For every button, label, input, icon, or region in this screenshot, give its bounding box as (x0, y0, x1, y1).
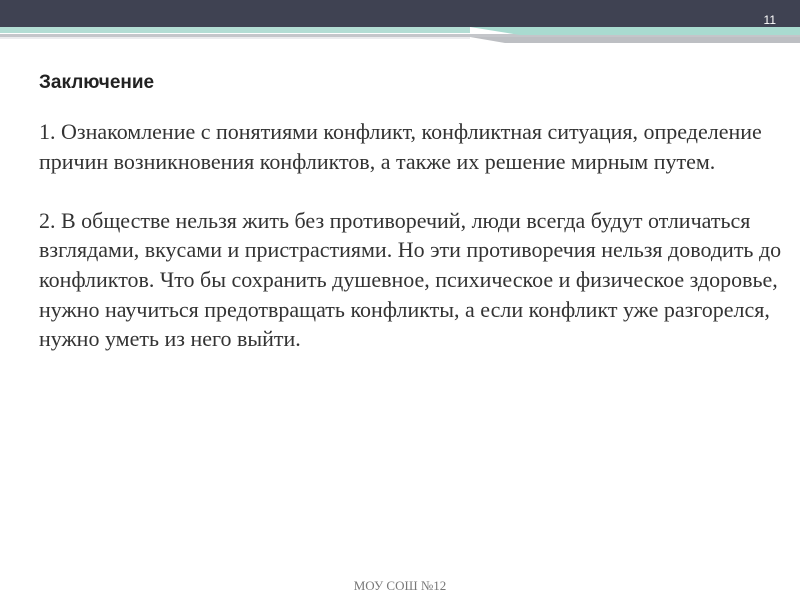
slide-number: 11 (763, 13, 776, 27)
paragraph-2: 2. В обществе нельзя жить без противоречий, люди всегда будут отличаться взглядами, вкусами и пристрастиями. Но эти противоречия нельзя доводить до конфликтов. Что бы сохранить душевное, психическое и физическое здоровье, нужно научиться предотвращать конфликты, а если конфликт уже разгорелся, нужно уметь из него выйти. (39, 207, 782, 352)
teal-wedge (470, 27, 800, 35)
header-bar (0, 0, 800, 27)
paragraph-1: 1. Ознакомление с понятиями конфликт, конфликтная ситуация, определение причин возникновения конфликтов, а также их решение мирным путем. (39, 119, 762, 174)
teal-stripe (0, 27, 470, 33)
gray-wedge (470, 37, 800, 43)
slide-title: Заключение (39, 72, 155, 93)
header-stripes (0, 27, 800, 67)
footer-text: МОУ СОШ №12 (353, 578, 447, 593)
slide-content (39, 117, 784, 354)
